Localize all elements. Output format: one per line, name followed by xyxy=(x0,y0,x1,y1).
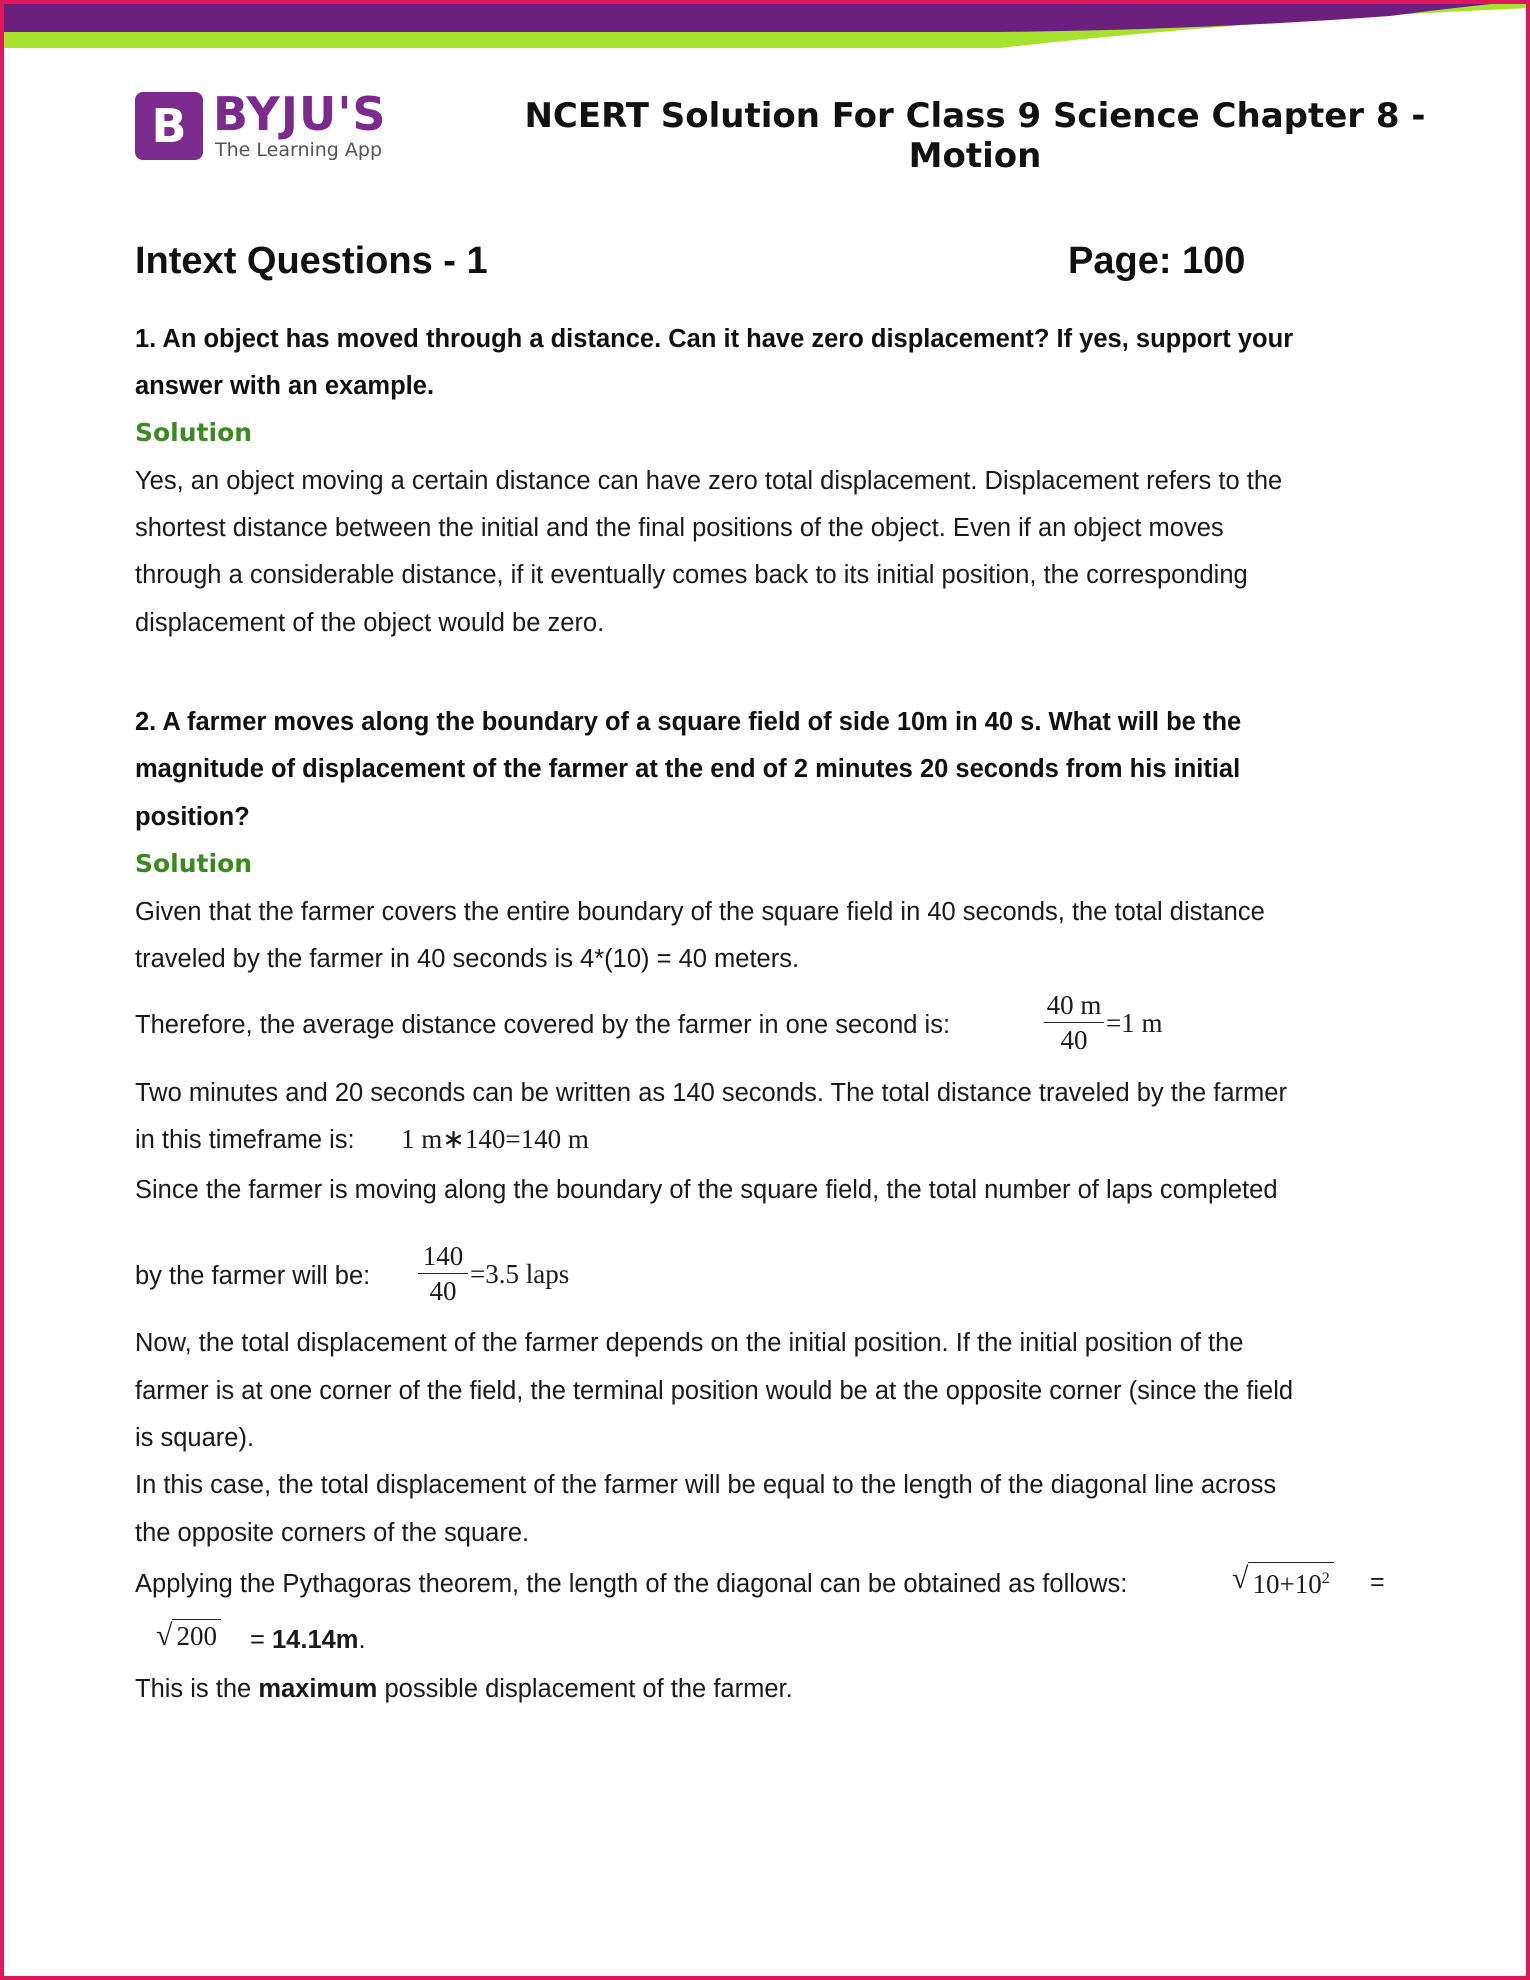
answer-1-line3: through a considerable distance, if it eventually comes back to its initial position, the corresponding xyxy=(135,561,1248,589)
answer-2-para4-line1: Now, the total displacement of the farmer depends on the initial position. If the initial position of the xyxy=(135,1329,1244,1357)
equation-laps-result: =3.5 laps xyxy=(470,1259,570,1289)
answer-1-line1: Yes, an object moving a certain distance can have zero total displacement. Displacement refers to the xyxy=(135,467,1283,495)
answer-2-para2-line2: in this timeframe is: xyxy=(135,1126,355,1154)
logo-wordmark: BYJU'S xyxy=(213,87,387,141)
logo-tagline: The Learning App xyxy=(215,139,383,161)
answer-2-para5-line1: In this case, the total displacement of the farmer will be equal to the length of the diagonal line across xyxy=(135,1471,1277,1499)
answer-2-para1-line2: traveled by the farmer in 40 seconds is 4*(10) = 40 meters. xyxy=(135,945,800,973)
document-title xyxy=(495,96,1455,176)
equation-average-speed-result: =1 m xyxy=(1106,1008,1163,1038)
answer-2-pythagoras-text: Applying the Pythagoras theorem, the length of the diagonal can be obtained as follows: xyxy=(135,1570,1128,1598)
answer-2-para5-line2: the opposite corners of the square. xyxy=(135,1519,530,1547)
equation-diagonal-result: = 14.14m. xyxy=(250,1626,366,1654)
equation-total-distance: 1 m∗140=140 m xyxy=(401,1124,589,1154)
solution-label-1: Solution xyxy=(135,418,253,447)
question-1-line1: 1. An object has moved through a distance. Can it have zero displacement? If yes, support your xyxy=(135,325,1294,353)
question-2-line3: position? xyxy=(135,803,250,831)
answer-2-average-distance-text: Therefore, the average distance covered by the farmer in one second is: xyxy=(135,1011,951,1039)
answer-2-para4-line2: farmer is at one corner of the field, the terminal position would be at the opposite corner (since the field xyxy=(135,1377,1294,1405)
question-1-line2: answer with an example. xyxy=(135,372,435,400)
answer-2-laps-line2: by the farmer will be: xyxy=(135,1262,371,1290)
solution-label-2: Solution xyxy=(135,849,253,878)
answer-1-line4: displacement of the object would be zero. xyxy=(135,609,605,637)
answer-2-conclusion: This is the maximum possible displacement of the farmer. xyxy=(135,1675,793,1703)
logo-mark-icon: B xyxy=(135,92,203,160)
equation-sqrt-200: √ 200 xyxy=(156,1619,221,1653)
question-2-line1: 2. A farmer moves along the boundary of a square field of side 10m in 40 s. What will be the xyxy=(135,708,1242,736)
answer-1-line2: shortest distance between the initial and the final positions of the object. Even if an object moves xyxy=(135,514,1224,542)
equation-diagonal-equals: = xyxy=(1370,1568,1385,1596)
document-title-line2: Motion xyxy=(908,136,1042,176)
page-number: Page: 100 xyxy=(1068,240,1246,282)
top-banner-stripe xyxy=(0,0,1530,60)
answer-2-para1-line1: Given that the farmer covers the entire boundary of the square field in 40 seconds, the total distance xyxy=(135,898,1265,926)
document-title-line1: NCERT Solution For Class 9 Science Chapter 8 - xyxy=(524,96,1426,136)
equation-average-speed-fraction: 40 m 40 xyxy=(1044,990,1104,1055)
answer-2-laps-line1: Since the farmer is moving along the boundary of the square field, the total number of laps completed xyxy=(135,1176,1278,1204)
equation-diagonal-sqrt: √ $10+10^2$ xyxy=(1232,1562,1334,1600)
answer-2-para2-line1: Two minutes and 20 seconds can be written as 140 seconds. The total distance traveled by the farmer xyxy=(135,1079,1287,1107)
question-2-line2: magnitude of displacement of the farmer at the end of 2 minutes 20 seconds from his initial xyxy=(135,755,1241,783)
section-heading: Intext Questions - 1 xyxy=(135,240,488,282)
byjus-logo xyxy=(135,88,395,164)
answer-2-para4-line3: is square). xyxy=(135,1424,255,1452)
equation-laps-fraction: 140 40 xyxy=(418,1241,468,1306)
